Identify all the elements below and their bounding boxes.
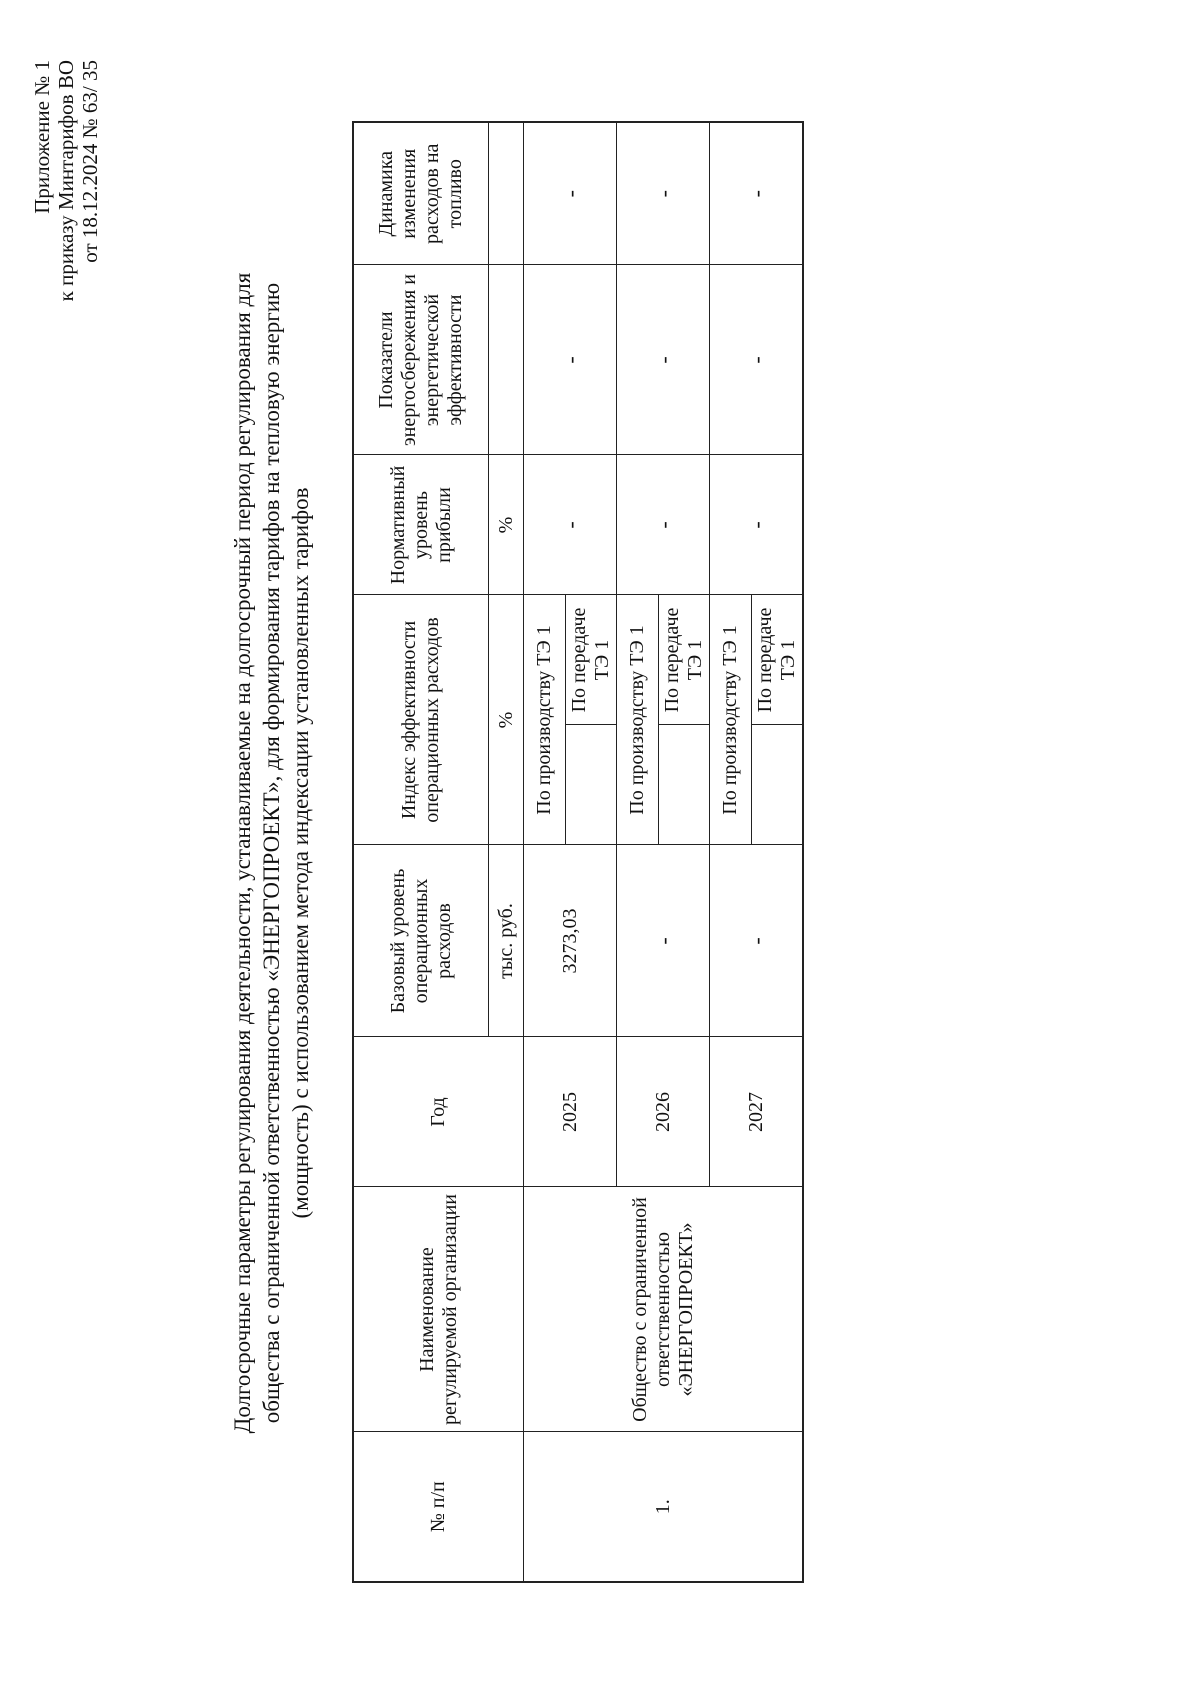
unit-profit: % — [489, 455, 524, 595]
index-empty-2025 — [566, 725, 617, 845]
year-2025: 2025 — [524, 1037, 617, 1187]
index-prod-2025: По производству ТЭ 1 — [524, 595, 566, 845]
header-profit: Нормативный уровень прибыли — [353, 455, 489, 595]
base-2027: - — [710, 845, 804, 1037]
profit-2027: - — [710, 455, 804, 595]
header-fuel: Динамика изменения расходов на топливо — [353, 122, 489, 265]
table-row — [524, 122, 566, 1582]
header-org: Наименование регулируемой организации — [353, 1187, 524, 1432]
index-trans-2026: По передаче ТЭ 1 — [659, 595, 710, 725]
unit-fuel — [489, 122, 524, 265]
appendix-line-1: Приложение № 1 — [30, 60, 54, 214]
row-num: 1. — [524, 1432, 804, 1582]
energy-2027: - — [710, 265, 804, 455]
index-prod-2027: По производству ТЭ 1 — [710, 595, 752, 845]
fuel-2027: - — [710, 122, 804, 265]
header-base: Базовый уровень операционных расходов — [353, 845, 489, 1037]
index-empty-2027 — [752, 725, 804, 845]
table-header-row — [353, 122, 489, 1582]
index-trans-2027: По передаче ТЭ 1 — [752, 595, 804, 725]
base-2026: - — [617, 845, 710, 1037]
energy-2026: - — [617, 265, 710, 455]
appendix-line-2: к приказу Минтарифов ВО — [54, 60, 78, 302]
fuel-2026: - — [617, 122, 710, 265]
appendix-line-3: от 18.12.2024 № 63/ 35 — [78, 60, 102, 263]
header-num: № п/п — [353, 1432, 524, 1582]
year-2027: 2027 — [710, 1037, 804, 1187]
document-title — [228, 123, 315, 1583]
energy-2025: - — [524, 265, 617, 455]
header-year: Год — [353, 1037, 524, 1187]
title-line-3: (мощность) с использованием метода индексации установленных тарифов — [288, 487, 313, 1219]
profit-2025: - — [524, 455, 617, 595]
unit-index: % — [489, 595, 524, 845]
title-line-1: Долгосрочные параметры регулирования деятельности, устанавливаемые на долгосрочный период регулирования для — [230, 272, 255, 1434]
year-2026: 2026 — [617, 1037, 710, 1187]
fuel-2025: - — [524, 122, 617, 265]
unit-energy — [489, 265, 524, 455]
header-energy: Показатели энергосбережения и энергетической эффективности — [353, 265, 489, 455]
appendix-header — [30, 60, 102, 301]
header-index: Индекс эффективности операционных расходов — [353, 595, 489, 845]
index-empty-2026 — [659, 725, 710, 845]
parameters-table — [352, 121, 804, 1583]
title-line-2: общества с ограниченной ответственностью «ЭНЕРГОПРОЕКТ», для формирования тарифов на тепловую энергию — [259, 282, 284, 1424]
base-2025: 3273,03 — [524, 845, 617, 1037]
unit-base: тыс. руб. — [489, 845, 524, 1037]
row-org: Общество с ограниченной ответственностью «ЭНЕРГОПРОЕКТ» — [524, 1187, 804, 1432]
profit-2026: - — [617, 455, 710, 595]
index-trans-2025: По передаче ТЭ 1 — [566, 595, 617, 725]
index-prod-2026: По производству ТЭ 1 — [617, 595, 659, 845]
